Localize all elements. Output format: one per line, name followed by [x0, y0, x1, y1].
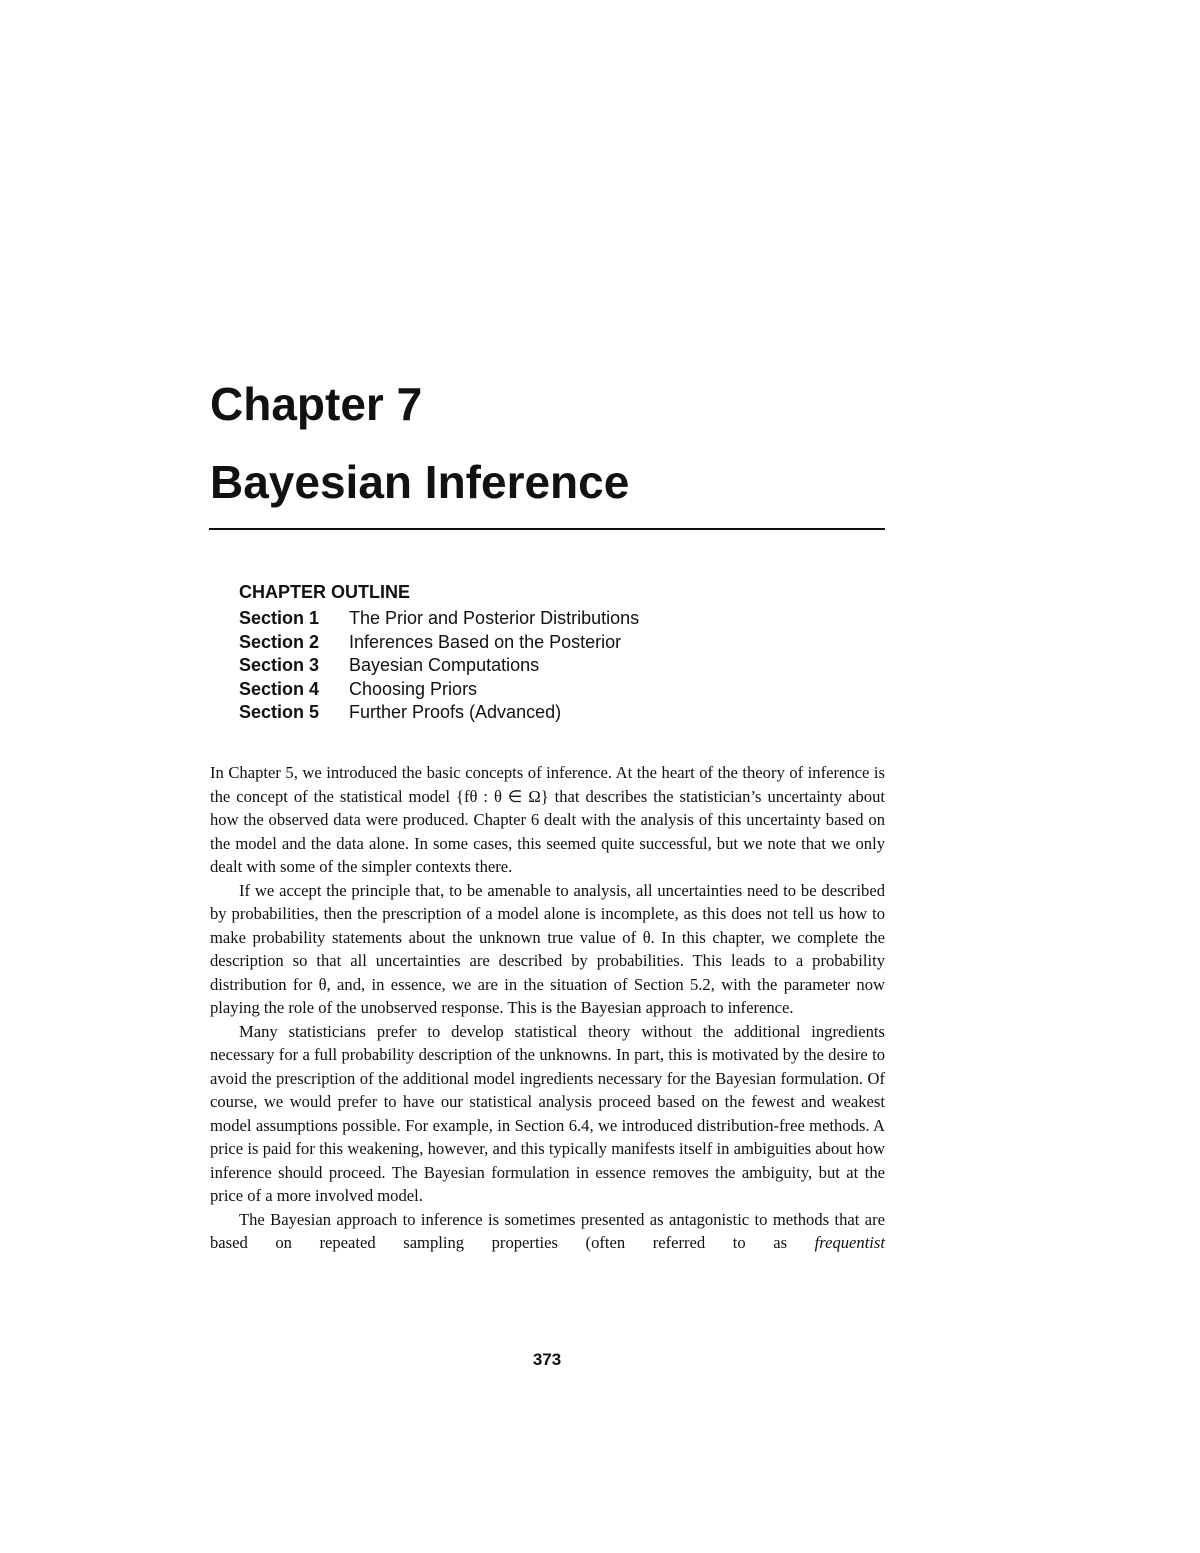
outline-section-name: Choosing Priors: [349, 678, 478, 699]
chapter-title: Bayesian Inference: [210, 456, 630, 508]
outline-section-label: Section 2: [239, 631, 320, 652]
outline-section-name: Further Proofs (Advanced): [349, 702, 562, 722]
paragraph: [210, 1208, 885, 1255]
paragraph: Many statisticians prefer to develop statistical theory without the additional ingredients necessary for a full probability description of the unknowns. In part, this is motivated by the desire to avoid the prescription of the additional model ingredients necessary for the Bayesian formulation. Of course, we would prefer to have our statistical analysis proceed based on the fewest and weakest model assumptions possible. For example, in Section 6.4, we introduced distribution-free methods. A price is paid for this weakening, however, and this typically manifests itself in ambiguities about how inference should proceed. The Bayesian formulation in essence removes the ambiguity, but at the price of a more involved model.: [210, 1021, 885, 1205]
outline-section-label: Section 5: [239, 702, 320, 722]
outline-section-name: Bayesian Computations: [349, 655, 540, 675]
body-text: [210, 761, 885, 1255]
title-rule: [209, 528, 885, 530]
paragraph-text: The Bayesian approach to inference is sometimes presented as antagonistic to methods that are based on repeated sampling properties (often referred to as: [210, 1209, 885, 1252]
chapter-outline: [239, 580, 639, 725]
outline-section-label: Section 3: [239, 655, 320, 675]
outline-section-name: Inferences Based on the Posterior: [349, 631, 622, 652]
paragraph: If we accept the principle that, to be amenable to analysis, all uncertainties need to be described by probabilities, then the prescription of a model alone is incomplete, as this does not tell us how to make probability statements about the unknown true value of θ. In this chapter, we complete the description so that all uncertainties are described by probabilities. This leads to a probability distribution for θ, and, in essence, we are in the situation of Section 5.2, with the parameter now playing the role of the unobserved response. This is the Bayesian approach to inference.: [210, 880, 885, 1017]
outline-heading: CHAPTER OUTLINE: [239, 582, 410, 602]
outline-section-name: The Prior and Posterior Distributions: [349, 608, 640, 628]
paragraph: In Chapter 5, we introduced the basic concepts of inference. At the heart of the theory of inference is the concept of the statistical model {fθ : θ ∈ Ω} that describes the statistician’s uncertainty about how the observed data were produced. Chapter 6 dealt with the analysis of this uncertainty based on the model and the data alone. In some cases, this seemed quite successful, but we note that we only dealt with some of the simpler contexts there.: [210, 763, 885, 876]
italic-term: frequentist: [814, 1233, 885, 1252]
chapter-number: Chapter 7: [210, 378, 423, 430]
page-number: 373: [532, 1350, 562, 1369]
outline-item: [239, 654, 639, 678]
outline-item: [239, 701, 639, 725]
outline-item: [239, 631, 639, 655]
outline-section-label: Section 4: [239, 678, 320, 699]
outline-section-label: Section 1: [239, 608, 320, 628]
outline-item: [239, 607, 639, 631]
outline-item: [239, 678, 639, 702]
